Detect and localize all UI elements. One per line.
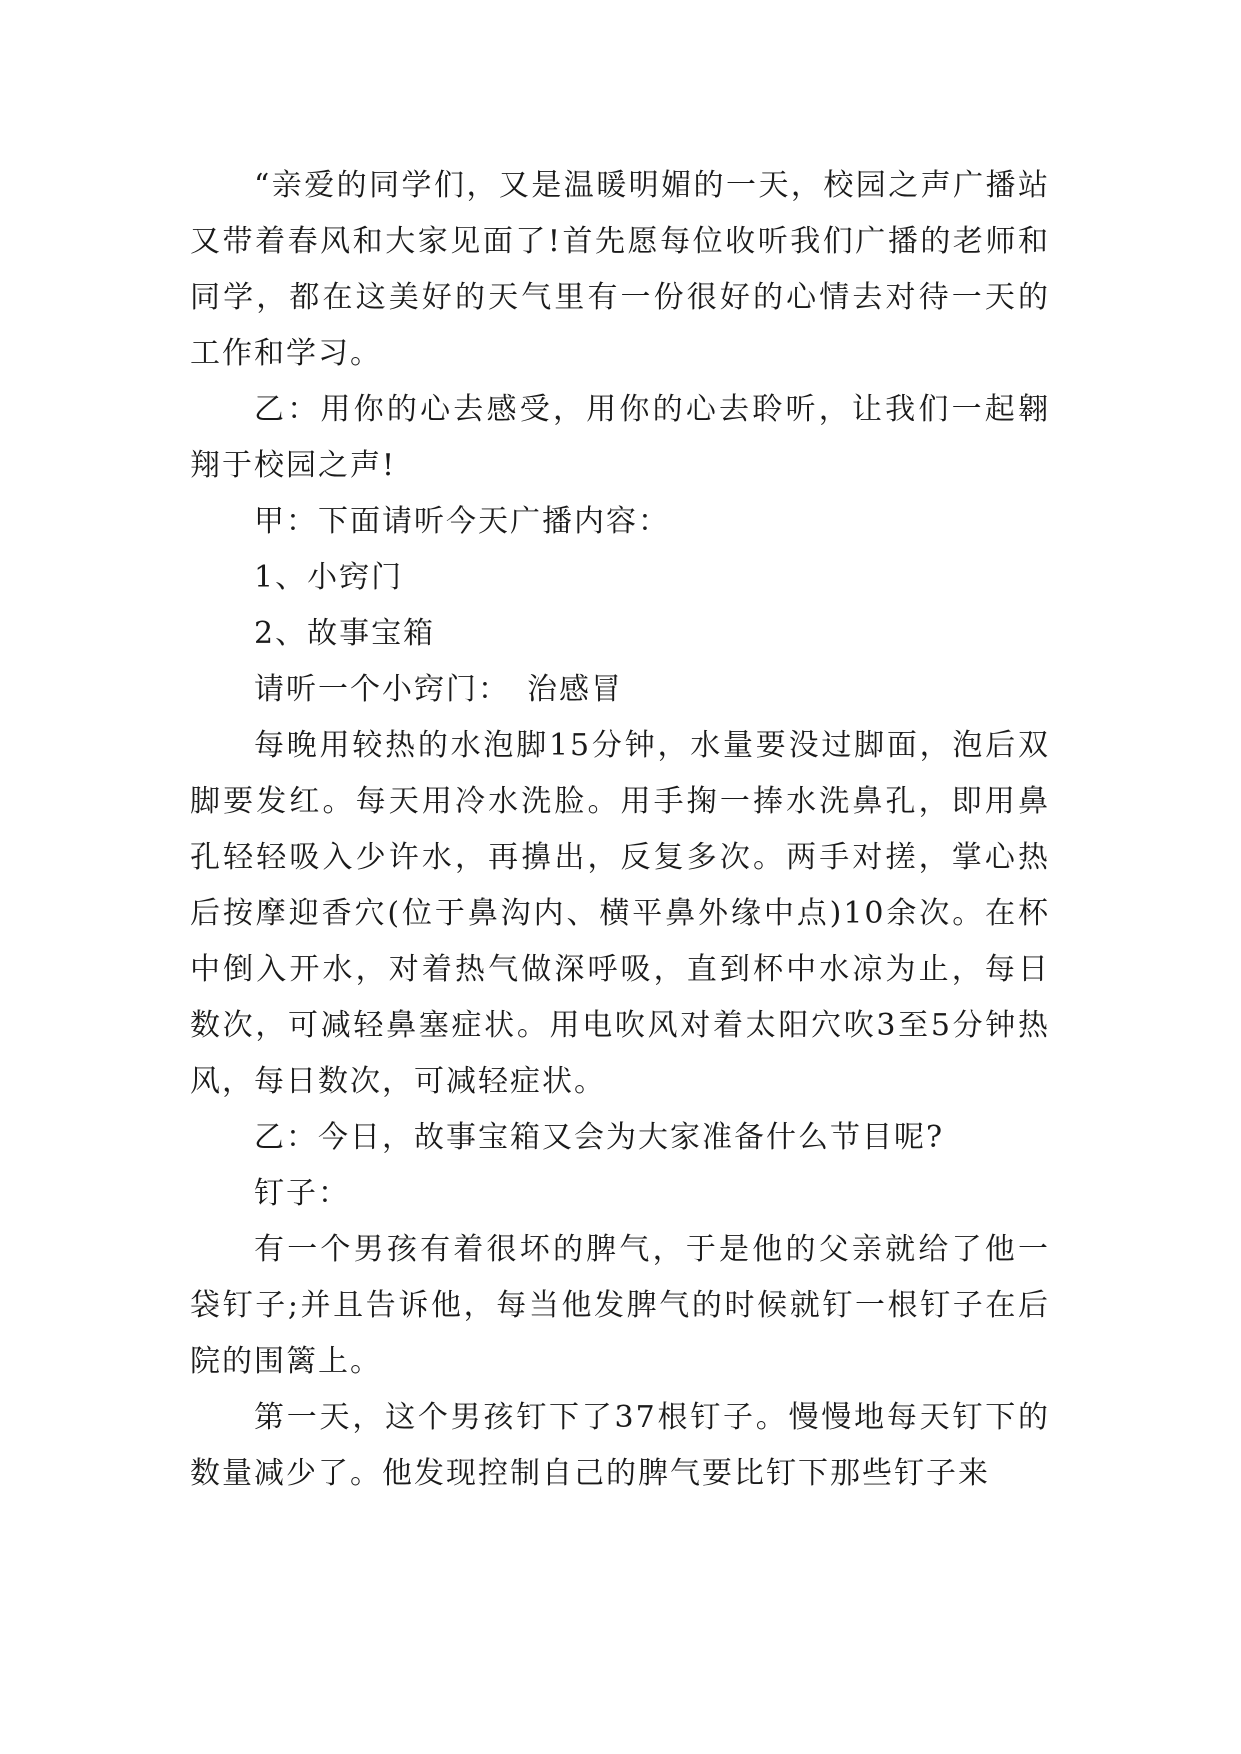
paragraph-list-item-1: 1、小窍门	[254, 560, 404, 595]
document-body	[190, 158, 1050, 1502]
paragraph-greeting: “亲爱的同学们，又是温暖明媚的一天，校园之声广播站又带着春风和大家见面了!首先愿每位收听我们广播的老师和同学，都在这美好的天气里有一份很好的心情去对待一天的工作和学习。	[190, 168, 1050, 371]
paragraph-list-item-2: 2、故事宝箱	[254, 616, 436, 651]
paragraph-yi-intro: 乙：用你的心去感受，用你的心去聆听，让我们一起翱翔于校园之声!	[190, 392, 1050, 483]
paragraph-story-1: 有一个男孩有着很坏的脾气，于是他的父亲就给了他一袋钉子;并且告诉他，每当他发脾气的时候就钉一根钉子在后院的围篱上。	[190, 1232, 1050, 1379]
paragraph-story-title: 钉子：	[254, 1176, 350, 1211]
paragraph-tip-title: 请听一个小窍门： 治感冒	[254, 672, 623, 707]
paragraph-tip-body: 每晚用较热的水泡脚15分钟，水量要没过脚面，泡后双脚要发红。每天用冷水洗脸。用手掬一捧水洗鼻孔，即用鼻孔轻轻吸入少许水，再擤出，反复多次。两手对搓，掌心热后按摩迎香穴(位于鼻沟内、横平鼻外缘中点)10余次。在杯中倒入开水，对着热气做深呼吸，直到杯中水凉为止，每日数次，可减轻鼻塞症状。用电吹风对着太阳穴吹3至5分钟热风，每日数次，可减轻症状。	[190, 728, 1050, 1099]
paragraph-yi-story: 乙：今日，故事宝箱又会为大家准备什么节目呢?	[254, 1120, 945, 1155]
paragraph-jia-program: 甲：下面请听今天广播内容：	[254, 504, 670, 539]
paragraph-story-2: 第一天，这个男孩钉下了37根钉子。慢慢地每天钉下的数量减少了。他发现控制自己的脾气要比钉下那些钉子来	[190, 1400, 1050, 1491]
